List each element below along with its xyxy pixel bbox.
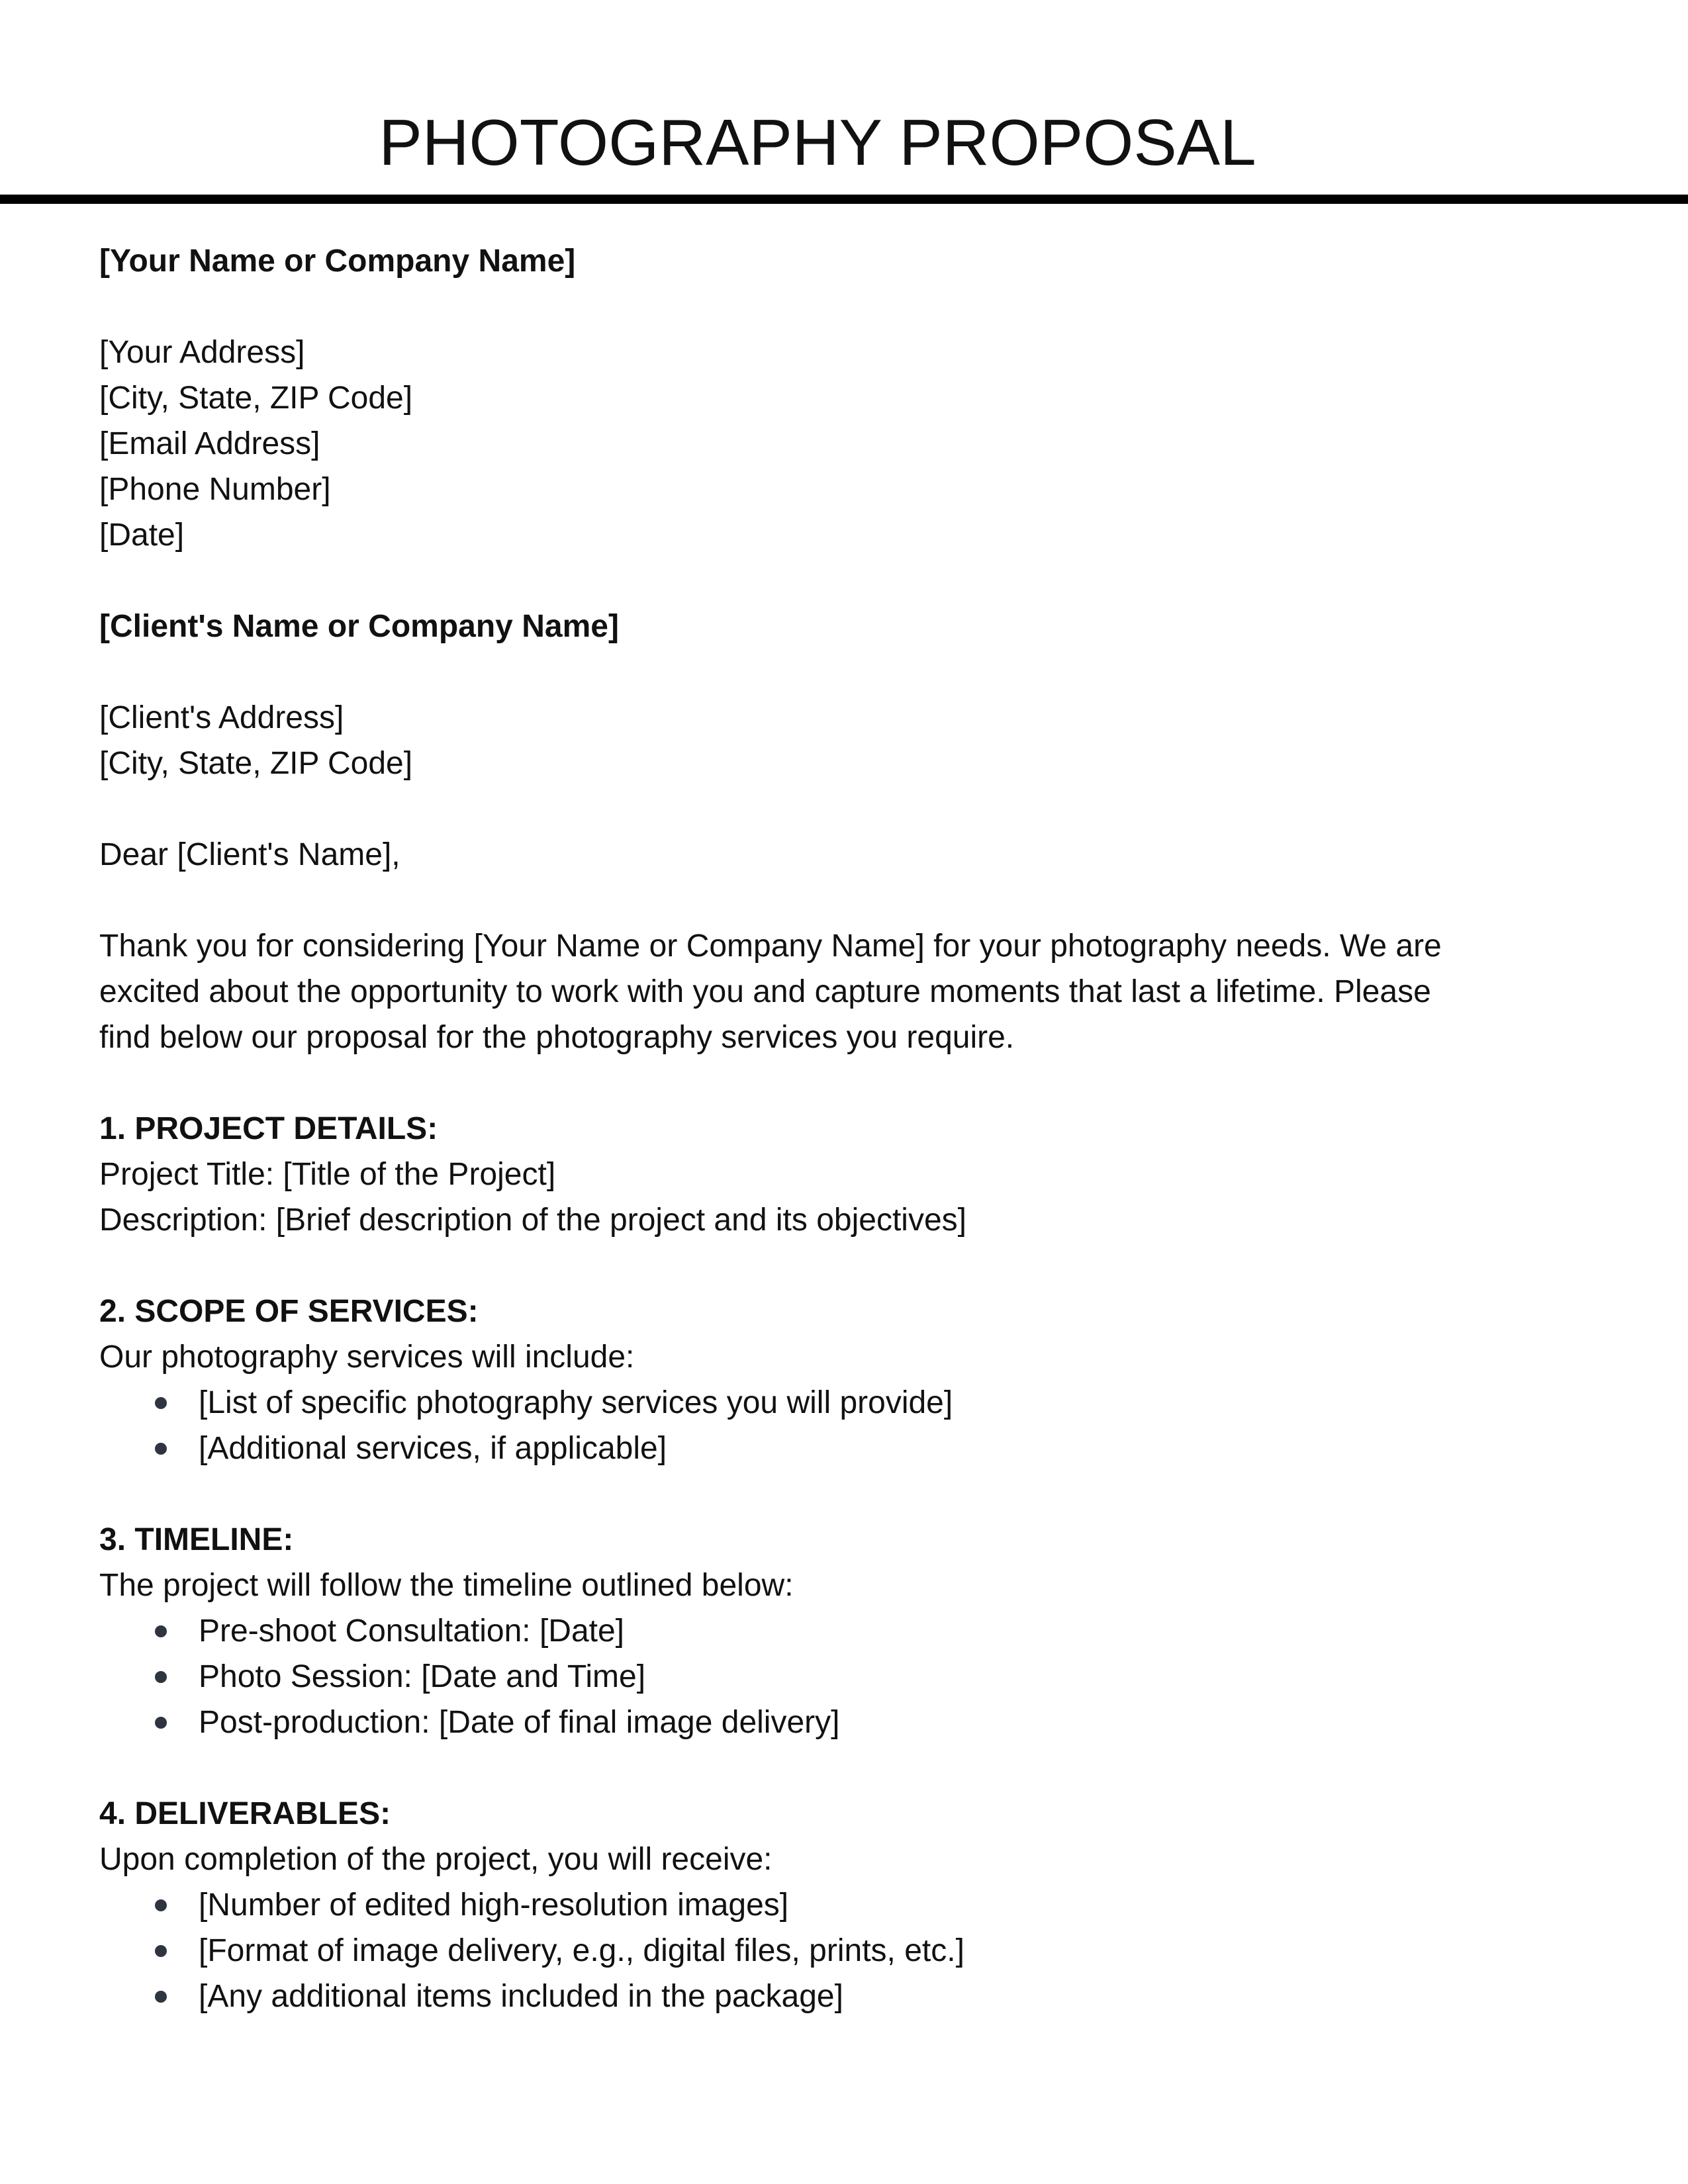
section-heading: 1. PROJECT DETAILS: <box>99 1111 438 1146</box>
bullet-icon <box>155 1717 167 1729</box>
list-item-text: Photo Session: [Date and Time] <box>199 1659 646 1694</box>
list-item <box>99 1654 1589 1700</box>
section-timeline <box>99 1517 1589 1745</box>
bullet-list <box>99 1882 1589 2019</box>
client-block <box>99 604 1589 786</box>
section-intro-line: Upon completion of the project, you will receive: <box>99 1842 773 1877</box>
bullet-list <box>99 1608 1589 1745</box>
bullet-icon <box>155 1397 167 1409</box>
section-intro-line: Our photography services will include: <box>99 1340 635 1375</box>
page-title: PHOTOGRAPHY PROPOSAL <box>379 106 1256 179</box>
list-item-text: [Additional services, if applicable] <box>199 1431 667 1466</box>
section-heading: 3. TIMELINE: <box>99 1522 294 1557</box>
client-name: [Client's Name or Company Name] <box>99 609 619 644</box>
sender-city: [City, State, ZIP Code] <box>99 381 413 416</box>
sender-address: [Your Address] <box>99 335 305 370</box>
project-title-line: Project Title: [Title of the Project] <box>99 1157 556 1192</box>
sender-name: [Your Name or Company Name] <box>99 244 576 279</box>
sender-phone: [Phone Number] <box>99 472 331 507</box>
section-heading: 4. DELIVERABLES: <box>99 1796 391 1831</box>
list-item <box>99 1974 1589 2019</box>
salutation: Dear [Client's Name], <box>99 837 400 872</box>
intro-line: find below our proposal for the photography services you require. <box>99 1020 1015 1055</box>
sender-email: [Email Address] <box>99 426 320 461</box>
list-item-text: [Any additional items included in the package] <box>199 1979 843 2014</box>
list-item-text: [Format of image delivery, e.g., digital files, prints, etc.] <box>199 1933 964 1968</box>
sender-date: [Date] <box>99 518 185 553</box>
list-item <box>99 1380 1589 1426</box>
bullet-icon <box>155 1945 167 1957</box>
bullet-icon <box>155 1625 167 1637</box>
bullet-list <box>99 1380 1589 1471</box>
section-deliverables <box>99 1791 1589 2019</box>
list-item-text: [Number of edited high-resolution images] <box>199 1888 789 1923</box>
intro-line: Thank you for considering [Your Name or Company Name] for your photography needs. We are <box>99 929 1442 964</box>
client-address: [Client's Address] <box>99 700 344 735</box>
bullet-icon <box>155 1991 167 2003</box>
bullet-icon <box>155 1671 167 1683</box>
title-divider <box>0 195 1688 204</box>
sender-block <box>99 238 1589 558</box>
bullet-icon <box>155 1443 167 1455</box>
bullet-icon <box>155 1899 167 1911</box>
list-item <box>99 1608 1589 1654</box>
list-item-text: Pre-shoot Consultation: [Date] <box>199 1614 625 1649</box>
section-intro-line: The project will follow the timeline outlined below: <box>99 1568 794 1603</box>
list-item-text: Post-production: [Date of final image delivery] <box>199 1705 840 1740</box>
client-city: [City, State, ZIP Code] <box>99 746 413 781</box>
project-description-line: Description: [Brief description of the project and its objectives] <box>99 1203 966 1238</box>
list-item <box>99 1426 1589 1471</box>
document-body <box>99 238 1589 2019</box>
list-item <box>99 1700 1589 1745</box>
intro-line: excited about the opportunity to work with you and capture moments that last a lifetime. Please <box>99 974 1431 1009</box>
section-heading: 2. SCOPE OF SERVICES: <box>99 1294 479 1329</box>
list-item <box>99 1928 1589 1974</box>
list-item <box>99 1882 1589 1928</box>
list-item-text: [List of specific photography services you will provide] <box>199 1385 953 1420</box>
section-scope-of-services <box>99 1289 1589 1471</box>
intro-paragraph <box>99 923 1589 1060</box>
section-project-details <box>99 1106 1589 1243</box>
